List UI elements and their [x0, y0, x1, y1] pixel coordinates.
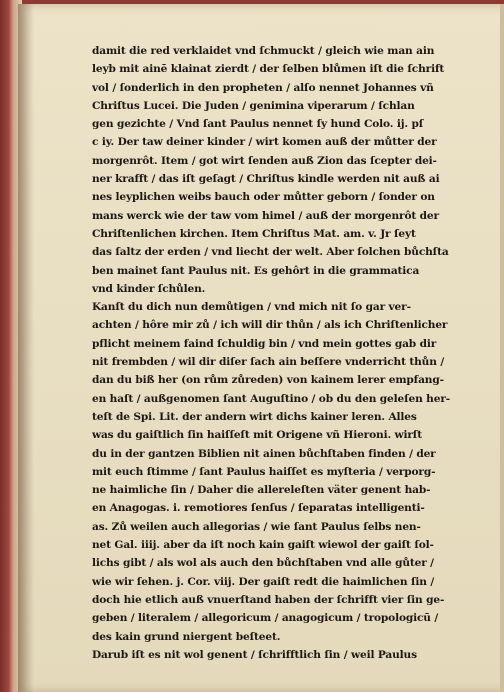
page-text: [92, 42, 454, 664]
text-line: nit frembden / wil dir diſer ſach ain beſſere vnderricht thůn /: [92, 356, 445, 369]
text-line: teſt de Spi. Lit. der andern wirt dichs kainer leren. Alles: [92, 410, 417, 423]
text-line: ben mainet ſant Paulus nit. Es gehôrt in die grammatica: [92, 264, 420, 277]
text-line: Chriſtus Lucei. Die Juden / genimina viperarum / ſchlan: [92, 99, 415, 112]
text-line: leyb mit ainē klainat zierdt / der ſelben blůmen iſt die ſchrift: [92, 63, 445, 76]
text-line: Darub iſt es nit wol genent / ſchrifftlich ſin / weil Paulus: [92, 648, 417, 661]
text-line: gen gezichte / Vnd ſant Paulus nennet ſy hund Colo. ij. pſ: [92, 118, 424, 131]
text-line: as. Zů weilen auch allegorias / wie ſant Paulus ſelbs nen-: [92, 520, 421, 533]
text-line: c iy. Der taw deiner kinder / wirt komen auß der můtter der: [92, 136, 437, 149]
text-line: vol / ſonderlich in den propheten / alſo nennet Johannes vñ: [92, 81, 434, 94]
text-line: geben / literalem / allegoricum / anagogicum / tropologicū /: [92, 612, 439, 625]
text-line: pflicht meinem faind ſchuldig bin / vnd mein gottes gab dir: [92, 337, 437, 350]
text-line: Chriſtenlichen kirchen. Item Chriſtus Mat. am. v. Jr ſeyt: [92, 227, 416, 240]
text-line: mans werck wie der taw vom himel / auß der morgenrôt der: [92, 209, 439, 222]
text-line: vnd kinder ſchůlen.: [92, 282, 206, 295]
text-line: Kanſt du dich nun demůtigen / vnd mich nit ſo gar ver-: [92, 301, 411, 314]
text-line: mit euch ſtimme / ſant Paulus haiſſet es myſteria / verporg-: [92, 465, 436, 478]
text-line: en haſt / außgenomen ſant Auguſtino / ob du den geleſen her-: [92, 392, 451, 405]
text-line: en Anagogas. i. remotiores ſenſus / ſeparatas intelligenti-: [92, 502, 425, 515]
text-line: du in der gantzen Biblien nit ainen bůchſtaben finden / der: [92, 447, 436, 460]
text-line: des kain grund niergent beſteet.: [92, 630, 281, 643]
page-right-edge: [500, 4, 504, 692]
text-line: ne haimliche ſin / Daher die allereleſten väter genent hab-: [92, 484, 431, 497]
text-line: doch hie etlich auß vnuerſtand haben der ſchrifft vier ſin ge-: [92, 593, 445, 606]
text-line: achten / hôre mir zů / ich will dir thůn / als ich Chriſtenlicher: [92, 319, 448, 332]
text-line: was du gaiſtlich ſin haiſſeſt mit Origene vñ Hieroni. wirſt: [92, 429, 422, 442]
text-line: nes leyplichen weibs bauch oder můtter geborn / ſonder on: [92, 191, 435, 204]
text-line: damit die red verklaidet vnd ſchmuckt / gleich wie man ain: [92, 45, 435, 57]
text-line: morgenrôt. Item / got wirt ſenden auß Zion das ſcepter dei-: [92, 154, 437, 167]
text-line: lichs gibt / als wol als auch den bůchſtaben vnd alle gůter /: [92, 557, 434, 570]
text-line: ner krafft / das iſt geſagt / Chriſtus kindle werden nit auß ai: [92, 173, 440, 186]
text-line: das ſaltz der erden / vnd liecht der welt. Aber ſolchen bůchſta: [92, 246, 449, 259]
text-line: net Gal. iiij. aber da iſt noch kain gaiſt wiewol der gaiſt ſol-: [92, 539, 434, 552]
text-line: wie wir ſehen. j. Cor. viij. Der gaiſt redt die haimlichen ſin /: [92, 575, 435, 588]
text-line: dan du biß her (on rům zůreden) von kainem lerer empfang-: [92, 374, 444, 387]
page-gutter-shadow: [18, 4, 34, 692]
